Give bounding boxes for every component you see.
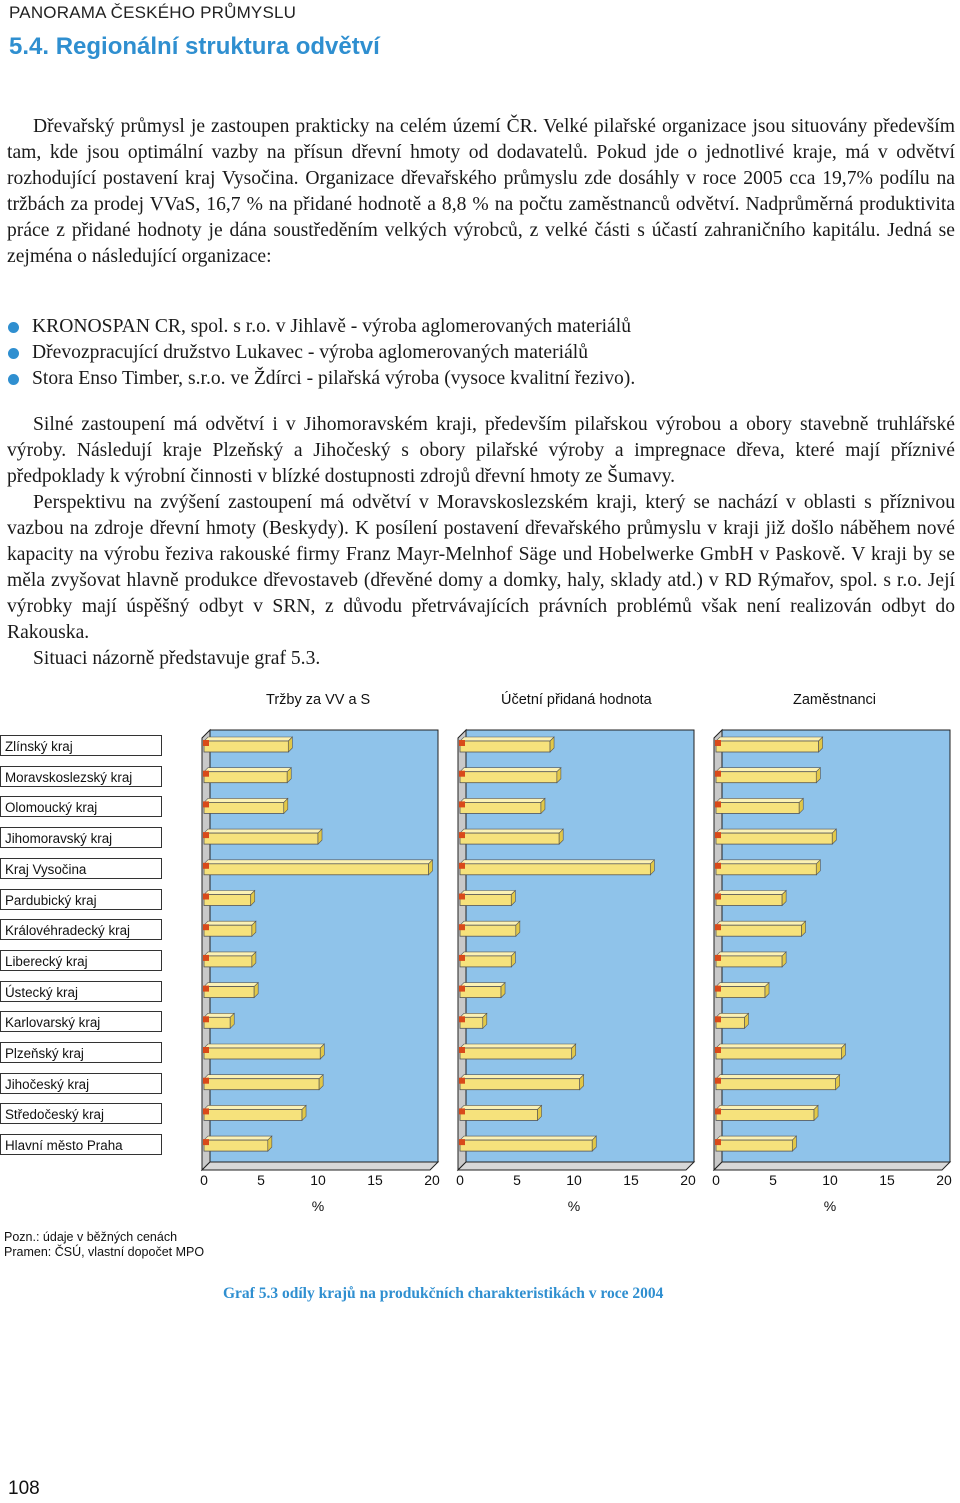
bar xyxy=(460,833,559,844)
bar-marker xyxy=(459,1139,465,1145)
bar-marker xyxy=(203,955,209,961)
paragraph-text: Dřevařský průmysl je zastoupen prakticky na celém území ČR. Velké pilařské organizace jsou situovány především tam, kde jsou optimální vazby na přísun dřevní hmoty od dodavatelů. Pokud jde o jednotlivé kraje, má v odvětví rozhodující postavení kraj Vysočina. Organizace dřevařského průmyslu zde dosáhly v roce 2005 cca 19,7% podílu na tržbách za prodej VVaS, 16,7 % na přidané hodnotě a 8,8 % na počtu zaměstnanců odvětví. Nadprůměrná produktivita práce z přidané hodnoty je dána soustředěním velkých výrobců, z velké části s účastí zahraničního kapitálu. Jedná se zejména o následující organizace: xyxy=(7,116,955,267)
chart-note: Pozn.: údaje v běžných cenách xyxy=(4,1230,178,1244)
bar-marker xyxy=(715,771,721,777)
bar xyxy=(204,895,251,906)
bar xyxy=(716,895,782,906)
x-axis-label: % xyxy=(311,1198,325,1214)
bar-top xyxy=(204,891,255,895)
chart-title-sales: Tržby za VV a S xyxy=(266,692,371,708)
bar-marker xyxy=(459,1078,465,1084)
plot-area xyxy=(210,730,438,1162)
plot-area xyxy=(722,730,950,1162)
bar-marker xyxy=(715,924,721,930)
plot-area xyxy=(466,730,694,1162)
x-axis-label: % xyxy=(823,1198,837,1214)
x-tick-label: 10 xyxy=(310,1172,326,1188)
bar xyxy=(460,1048,572,1059)
plot-floor xyxy=(202,1162,438,1170)
bar xyxy=(460,772,557,783)
figure-caption: Graf 5.3 odíly krajů na produkčních charakteristikách v roce 2004 xyxy=(223,1285,664,1302)
bar xyxy=(716,1109,814,1120)
bar-top xyxy=(716,737,823,741)
bar-top xyxy=(204,983,258,987)
category-label: Plzeňský kraj xyxy=(0,1042,162,1063)
bar-marker xyxy=(203,863,209,869)
bar-top xyxy=(716,798,803,802)
bar-top xyxy=(716,952,786,956)
bar-marker xyxy=(459,1047,465,1053)
bar-marker xyxy=(459,832,465,838)
bar-marker xyxy=(203,1078,209,1084)
bar xyxy=(460,802,541,813)
category-label: Zlínský kraj xyxy=(0,735,162,756)
category-label: Jihomoravský kraj xyxy=(0,827,162,848)
bar-marker xyxy=(715,1108,721,1114)
x-axis-label: % xyxy=(567,1198,581,1214)
bar-marker xyxy=(459,801,465,807)
bar-marker xyxy=(203,1139,209,1145)
bar-top xyxy=(204,1136,272,1140)
paragraph-text: Perspektivu na zvýšení zastoupení má odvětví v Moravskoslezském kraji, který se nachází v oblasti s příznivou vazbou na zdroje dřevní hmoty (Beskydy). K posílení postavení dřevařského průmyslu v kraji již došlo náběhem nové kapacity na výrobu řeziva rakouské firmy Franz Mayr-Melnhof Säge und Hobelwerke GmbH v Paskově. V kraji by se měla zvyšovat hlavně produkce dřevostaveb (dřevěné domy a domky, haly, sklady atd.) v RD Rýmařov, spol. s r.o. Její výrobky mají úspěšný odbyt v SRN, z důvodu přetrvávajících právních problémů však není realizován odbyt do Rakouska. xyxy=(7,492,955,643)
bar-marker xyxy=(203,1108,209,1114)
page-number: 108 xyxy=(8,1478,40,1499)
bar xyxy=(460,956,511,967)
bar-marker xyxy=(459,740,465,746)
bar-marker xyxy=(715,955,721,961)
bar-top xyxy=(460,952,515,956)
bar-top xyxy=(204,1105,306,1109)
bar xyxy=(204,772,287,783)
bar-marker xyxy=(203,924,209,930)
plot-side-wall xyxy=(458,730,466,1170)
bar xyxy=(716,1048,841,1059)
chart-source: Pramen: ČSÚ, vlastní dopočet MPO xyxy=(4,1245,205,1259)
bar-top xyxy=(716,1105,818,1109)
x-tick-label: 0 xyxy=(200,1172,208,1188)
bar-marker xyxy=(459,1016,465,1022)
bar-top xyxy=(716,1044,845,1048)
bar xyxy=(204,956,252,967)
section-title: 5.4. Regionální struktura odvětví xyxy=(9,33,380,60)
bar-marker xyxy=(203,894,209,900)
x-tick-label: 15 xyxy=(623,1172,639,1188)
bar xyxy=(716,1140,792,1151)
bar-top xyxy=(460,983,505,987)
bullet-icon xyxy=(8,374,19,385)
x-tick-label: 5 xyxy=(513,1172,521,1188)
bar xyxy=(204,1109,302,1120)
category-label: Hlavní město Praha xyxy=(0,1134,162,1155)
x-tick-label: 20 xyxy=(424,1172,440,1188)
bar-top xyxy=(204,860,433,864)
list-item-text: Dřevozpracující družstvo Lukavec - výroba aglomerovaných materiálů xyxy=(32,342,589,363)
x-tick-label: 5 xyxy=(257,1172,265,1188)
category-label: Liberecký kraj xyxy=(0,950,162,971)
bar-marker xyxy=(715,740,721,746)
bar-marker xyxy=(715,894,721,900)
bar-top xyxy=(460,737,554,741)
bar xyxy=(460,925,516,936)
bar-marker xyxy=(459,1108,465,1114)
category-label: Karlovarský kraj xyxy=(0,1011,162,1032)
bar-top xyxy=(716,768,820,772)
bar-top xyxy=(716,983,769,987)
bar xyxy=(204,1140,268,1151)
x-tick-label: 20 xyxy=(936,1172,952,1188)
list-item xyxy=(7,340,635,366)
plot-side-wall xyxy=(714,730,722,1170)
bar-top xyxy=(716,891,786,895)
bar-marker xyxy=(715,1078,721,1084)
category-label: Ústecký kraj xyxy=(0,981,162,1002)
bar-marker xyxy=(203,801,209,807)
bar-top xyxy=(460,891,515,895)
bar-top xyxy=(460,1075,584,1079)
bar-marker xyxy=(203,1047,209,1053)
bar xyxy=(460,1109,538,1120)
bar xyxy=(204,987,254,998)
bar-top xyxy=(460,921,520,925)
bar xyxy=(204,802,284,813)
x-tick-label: 10 xyxy=(566,1172,582,1188)
paragraph-text: Situaci názorně představuje graf 5.3. xyxy=(33,648,321,669)
category-label: Kraj Vysočina xyxy=(0,858,162,879)
plot-floor xyxy=(714,1162,950,1170)
bar-top xyxy=(716,921,806,925)
chart-title-employees: Zaměstnanci xyxy=(793,692,877,708)
bar-top xyxy=(460,798,545,802)
category-label: Královéhradecký kraj xyxy=(0,919,162,940)
bar-top xyxy=(204,1044,324,1048)
regional-paragraphs xyxy=(7,412,955,672)
x-tick-label: 0 xyxy=(712,1172,720,1188)
bar xyxy=(716,772,816,783)
list-item xyxy=(7,314,635,340)
bar-marker xyxy=(715,1016,721,1022)
bar-marker xyxy=(459,924,465,930)
bar-marker xyxy=(715,986,721,992)
bar-top xyxy=(716,860,820,864)
bar xyxy=(204,925,252,936)
bar xyxy=(716,802,799,813)
x-tick-label: 20 xyxy=(680,1172,696,1188)
organization-list xyxy=(7,314,635,392)
bullet-icon xyxy=(8,348,19,359)
bar xyxy=(460,1140,592,1151)
x-tick-label: 15 xyxy=(879,1172,895,1188)
bar xyxy=(460,987,501,998)
bar xyxy=(716,925,802,936)
bar xyxy=(204,741,288,752)
bar-top xyxy=(716,1136,796,1140)
bar-marker xyxy=(459,771,465,777)
x-tick-label: 5 xyxy=(769,1172,777,1188)
bar-top xyxy=(204,1075,323,1079)
list-item-text: KRONOSPAN CR, spol. s r.o. v Jihlavě - výroba aglomerovaných materiálů xyxy=(32,316,631,337)
bar xyxy=(716,1079,836,1090)
bar xyxy=(460,864,650,875)
bar-marker xyxy=(459,955,465,961)
bar-marker xyxy=(715,832,721,838)
bar-marker xyxy=(715,1047,721,1053)
x-tick-label: 15 xyxy=(367,1172,383,1188)
bar-top xyxy=(204,737,292,741)
bar xyxy=(204,833,318,844)
plot-floor xyxy=(458,1162,694,1170)
bar-top xyxy=(716,829,836,833)
bar xyxy=(204,1079,319,1090)
category-label: Pardubický kraj xyxy=(0,889,162,910)
bar-top xyxy=(204,952,256,956)
bar xyxy=(716,956,782,967)
bar-top xyxy=(460,1136,596,1140)
bar-marker xyxy=(203,986,209,992)
bullet-icon xyxy=(8,322,19,333)
bar xyxy=(460,895,511,906)
bar-marker xyxy=(203,771,209,777)
bar-chart xyxy=(0,700,960,1220)
bar-marker xyxy=(459,894,465,900)
x-tick-label: 0 xyxy=(456,1172,464,1188)
bar-marker xyxy=(203,740,209,746)
plot-side-wall xyxy=(202,730,210,1170)
category-label: Jihočeský kraj xyxy=(0,1073,162,1094)
bar-top xyxy=(716,1075,840,1079)
bar xyxy=(460,741,550,752)
bar xyxy=(716,833,832,844)
bar-top xyxy=(460,768,561,772)
bar-marker xyxy=(459,986,465,992)
chart-title-value-added: Účetní přidaná hodnota xyxy=(501,692,652,708)
bar-marker xyxy=(715,1139,721,1145)
bar xyxy=(716,864,816,875)
paragraph-text: Silné zastoupení má odvětví i v Jihomoravském kraji, především pilařskou výrobou a obory stavebně truhlářské výroby. Následují kraje Plzeňský a Jihočeský s obory pilařské výroby a impregnace dřeva, které mají příznivé předpoklady k výrobní činnosti v blízké dostupnosti zdrojů dřevní hmoty ze Šumavy. xyxy=(7,414,955,487)
bar xyxy=(716,741,819,752)
bar-top xyxy=(460,1105,542,1109)
bar xyxy=(716,987,765,998)
bar-marker xyxy=(459,863,465,869)
bar xyxy=(460,1079,580,1090)
intro-paragraph xyxy=(7,114,955,270)
bar-marker xyxy=(203,832,209,838)
category-label: Olomoucký kraj xyxy=(0,796,162,817)
list-item-text: Stora Enso Timber, s.r.o. ve Ždírci - pilařská výroba (vysoce kvalitní řezivo). xyxy=(32,368,636,389)
running-header: PANORAMA ČESKÉHO PRŮMYSLU xyxy=(9,3,297,22)
bar-top xyxy=(460,860,654,864)
category-label: Moravskoslezský kraj xyxy=(0,766,162,787)
bar-top xyxy=(460,829,563,833)
bar xyxy=(204,1048,320,1059)
bar-marker xyxy=(715,801,721,807)
x-tick-label: 10 xyxy=(822,1172,838,1188)
bar-top xyxy=(460,1044,576,1048)
bar-top xyxy=(204,829,322,833)
bar-marker xyxy=(715,863,721,869)
category-label: Středočeský kraj xyxy=(0,1103,162,1124)
bar-top xyxy=(204,768,291,772)
bar-top xyxy=(204,798,288,802)
list-item xyxy=(7,366,635,392)
bar xyxy=(204,864,429,875)
bar-marker xyxy=(203,1016,209,1022)
bar-top xyxy=(204,921,256,925)
